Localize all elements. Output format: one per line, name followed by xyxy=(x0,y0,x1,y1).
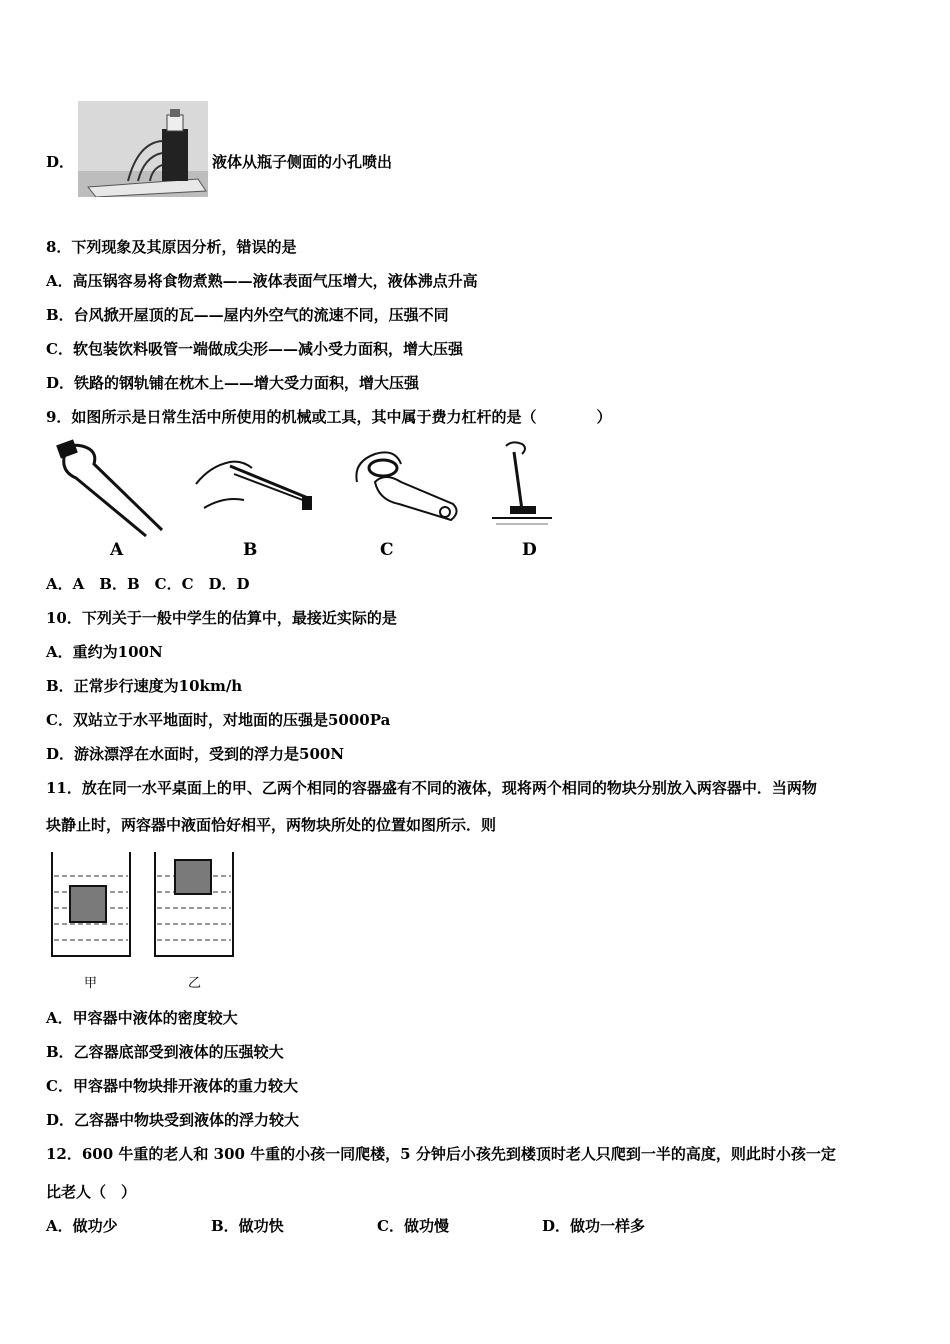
q9-caption-b: B xyxy=(243,540,258,560)
q12-option-c: C．做功慢 xyxy=(377,1217,449,1235)
q9-caption-c: C xyxy=(380,540,394,560)
q9-stem: 9．如图所示是日常生活中所使用的机械或工具，其中属于费力杠杆的是（ ） xyxy=(46,408,612,426)
q11-caption-jia: 甲 xyxy=(84,976,98,991)
q10-stem: 10．下列关于一般中学生的估算中，最接近实际的是 xyxy=(46,609,397,627)
pincers-figure xyxy=(50,438,180,538)
q11-stem-line1: 11．放在同一水平桌面上的甲、乙两个相同的容器盛有不同的液体，现将两个相同的物块分别放入两容器中．当两物 xyxy=(46,779,817,797)
claw-hammer-figure xyxy=(492,440,552,530)
q11-option-a: A．甲容器中液体的密度较大 xyxy=(46,1009,238,1027)
container-yi-figure xyxy=(153,852,235,958)
q7-option-d-label: D． xyxy=(46,153,75,171)
q8-option-d: D．铁路的钢轨铺在枕木上——增大受力面积，增大压强 xyxy=(46,374,420,392)
q10-option-d: D．游泳漂浮在水面时，受到的浮力是500N xyxy=(46,745,345,763)
q10-option-c: C．双站立于水平地面时，对地面的压强是5000Pa xyxy=(46,711,391,729)
q8-option-a: A．高压锅容易将食物煮熟——液体表面气压增大，液体沸点升高 xyxy=(46,272,478,290)
q12-option-a: A．做功少 xyxy=(46,1217,118,1235)
q11-stem-line2: 块静止时，两容器中液面恰好相平，两物块所处的位置如图所示．则 xyxy=(46,816,497,834)
q7-option-d-text: 液体从瓶子侧面的小孔喷出 xyxy=(212,153,393,171)
q8-option-b: B．台风掀开屋顶的瓦——屋内外空气的流速不同，压强不同 xyxy=(46,306,449,324)
q11-caption-yi: 乙 xyxy=(188,976,202,991)
q8-stem: 8．下列现象及其原因分析，错误的是 xyxy=(46,238,297,256)
q10-option-b: B．正常步行速度为10km/h xyxy=(46,677,243,695)
q9-answer-line: A．A B．B C．C D．D xyxy=(46,575,250,593)
q11-option-b: B．乙容器底部受到液体的压强较大 xyxy=(46,1043,284,1061)
q12-stem-line2: 比老人（ ） xyxy=(46,1183,137,1201)
q9-caption-a: A xyxy=(110,540,124,560)
q11-option-d: D．乙容器中物块受到液体的浮力较大 xyxy=(46,1111,300,1129)
bottle-opener-figure xyxy=(345,442,465,538)
q12-stem-line1: 12．600 牛重的老人和 300 牛重的小孩一同爬楼，5 分钟后小孩先到楼顶时老人只爬到一半的高度，则此时小孩一定 xyxy=(46,1145,836,1163)
tweezers-figure xyxy=(190,448,320,528)
q12-option-d: D．做功一样多 xyxy=(542,1217,646,1235)
q10-option-a: A．重约为100N xyxy=(46,643,163,661)
q12-option-b: B．做功快 xyxy=(211,1217,284,1235)
q9-caption-d: D xyxy=(522,540,537,560)
bottle-spray-photo xyxy=(78,101,208,197)
q11-option-c: C．甲容器中物块排开液体的重力较大 xyxy=(46,1077,298,1095)
q8-option-c: C．软包装饮料吸管一端做成尖形——减小受力面积，增大压强 xyxy=(46,340,463,358)
container-jia-figure xyxy=(50,852,132,958)
